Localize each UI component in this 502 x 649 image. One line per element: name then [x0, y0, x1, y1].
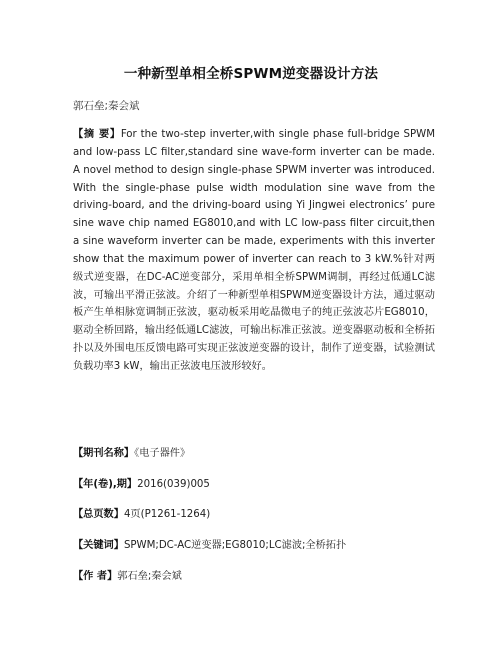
field-label: 【期刊名称】	[73, 448, 135, 459]
field-label: 【总页数】	[73, 509, 124, 520]
field-label: 【作 者】	[73, 571, 118, 582]
field-authors	[73, 567, 182, 582]
field-journal-name	[73, 444, 190, 459]
field-label: 【关键词】	[73, 540, 124, 551]
field-page-count	[73, 505, 210, 520]
field-value: 2016(039)005	[137, 479, 210, 490]
field-value: 郭石垒;秦会斌	[117, 571, 182, 582]
abstract-text: For the two-step inverter,with single phase full-bridge SPWM and low-pass LC filter,standard sine wave-form inverter can be made. A novel method to design single-phase SPWM inverter was introduced. With the single-phase pulse width modulation sine wave from the driving-board, and the driving-board using Yi Jingwei electronics’ pure sine wave chip named EG8010,and with LC low-pass filter circuit,then a sine waveform inverter can be made, experiments with this inverter show that the maximum power of inverter can reach to 3 kW.%针对两级式逆变器，在DC-AC逆变部分，采用单相全桥SPWM调制，再经过低通LC滤波，可输出平滑正弦波。介绍了一种新型单相SPWM逆变器设计方法，通过驱动板产生单相脉宽调制正弦波，驱动板采用屹晶微电子的纯正弦波芯片EG8010，驱动全桥回路，输出经低通LC滤波，可输出标准正弦波。逆变器驱动板和全桥拓扑以及外围电压反馈电路可实现正弦波逆变器的设计，制作了逆变器，试验测试负载功率3 kW，输出正弦波电压波形较好。	[73, 129, 436, 372]
field-year-volume-issue	[73, 475, 210, 490]
field-value: 4页(P1261-1264)	[123, 509, 211, 520]
authors-line: 郭石垒;秦会斌	[73, 100, 140, 112]
document-title: 一种新型单相全桥SPWM逆变器设计方法	[123, 66, 379, 82]
field-value: SPWM;DC-AC逆变器;EG8010;LC滤波;全桥拓扑	[123, 540, 347, 551]
field-value: 《电子器件》	[134, 448, 191, 459]
abstract-label: 【摘 要】	[73, 129, 121, 140]
field-keywords	[73, 536, 346, 551]
field-label: 【年(卷),期】	[73, 479, 138, 490]
abstract-paragraph	[73, 126, 435, 376]
